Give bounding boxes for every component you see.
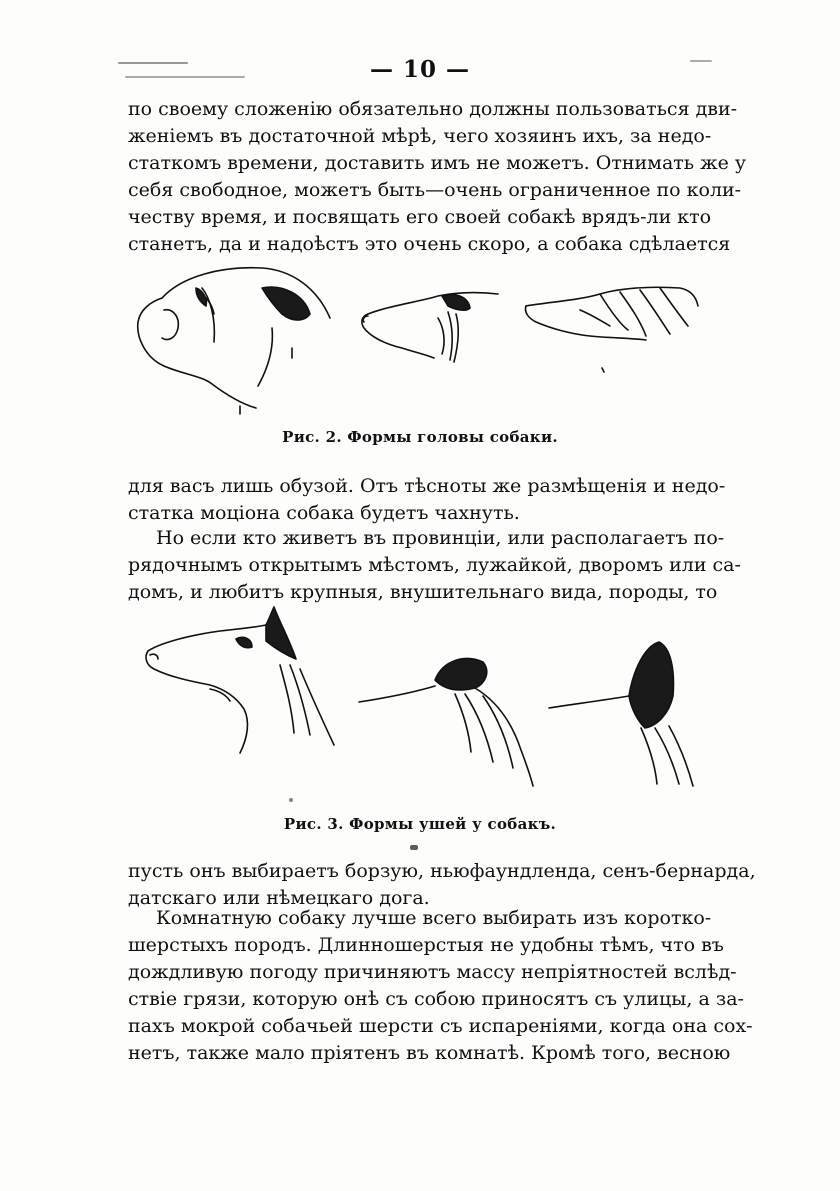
text-line: домъ, и любитъ крупныя, внушительнаго вида, породы, то [128,581,718,603]
text-line: себя свободное, можетъ быть—очень ограниченное по коли- [128,179,742,201]
mastiff-head-icon [132,258,332,418]
text-line: нетъ, также мало пріятенъ въ комнатѣ. Кромѣ того, весною [128,1042,731,1064]
print-smudge [410,845,418,850]
text-line: дождливую погоду причиняютъ массу непріятностей вслѣд- [128,961,737,983]
folded-ear-icon [355,650,545,790]
cropped-ear-dog-icon [140,605,340,765]
figure-3-caption: Рис. 3. Формы ушей у собакъ. [283,815,557,833]
text-line: честву время, и посвящать его своей собакѣ врядъ-ли кто [128,206,712,228]
text-line: станетъ, да и надоѣстъ это очень скоро, а собака сдѣлается [128,233,731,255]
text-line: женіемъ въ достаточной мѣрѣ, чего хозяинъ ихъ, за недо- [128,125,712,147]
paragraph-3 [128,525,741,606]
text-line: по своему сложенію обязательно должны пользоваться дви- [128,98,738,120]
text-line: для васъ лишь обузой. Отъ тѣсноты же размѣщенія и недо- [128,475,726,497]
text-line: пусть онъ выбираетъ борзую, ньюфаундленда, сенъ-бернарда, [128,860,756,882]
terrier-head-icon [358,288,508,368]
page-number: — 10 — [369,56,471,83]
erect-ear-icon [545,640,725,790]
text-line: рядочнымъ открытымъ мѣстомъ, лужайкой, дворомъ или са- [128,554,741,576]
text-line: шерстыхъ породъ. Длинношерстыя не удобны тѣмъ, что въ [128,934,724,956]
text-line: ствіе грязи, которую онѣ съ собою приносятъ съ улицы, а за- [128,988,744,1010]
paragraph-2 [128,473,726,527]
text-line: статкомъ времени, доставить имъ не можетъ. Отнимать же у [128,152,747,174]
text-line: Но если кто живетъ въ провинціи, или располагаетъ по- [156,527,725,549]
paragraph-5 [128,905,753,1067]
paragraph-1 [128,96,747,258]
text-line: Комнатную собаку лучше всего выбирать изъ коротко- [156,907,712,929]
print-smudge [289,798,293,802]
text-line: пахъ мокрой собачьей шерсти съ испареніями, когда она сох- [128,1015,753,1037]
paragraph-4 [128,858,756,912]
text-line: датскаго или нѣмецкаго дога. [128,887,430,909]
borzoi-head-icon [520,280,700,370]
text-line: статка моціона собака будетъ чахнуть. [128,502,520,524]
figure-2-caption: Рис. 2. Формы головы собаки. [282,428,558,446]
